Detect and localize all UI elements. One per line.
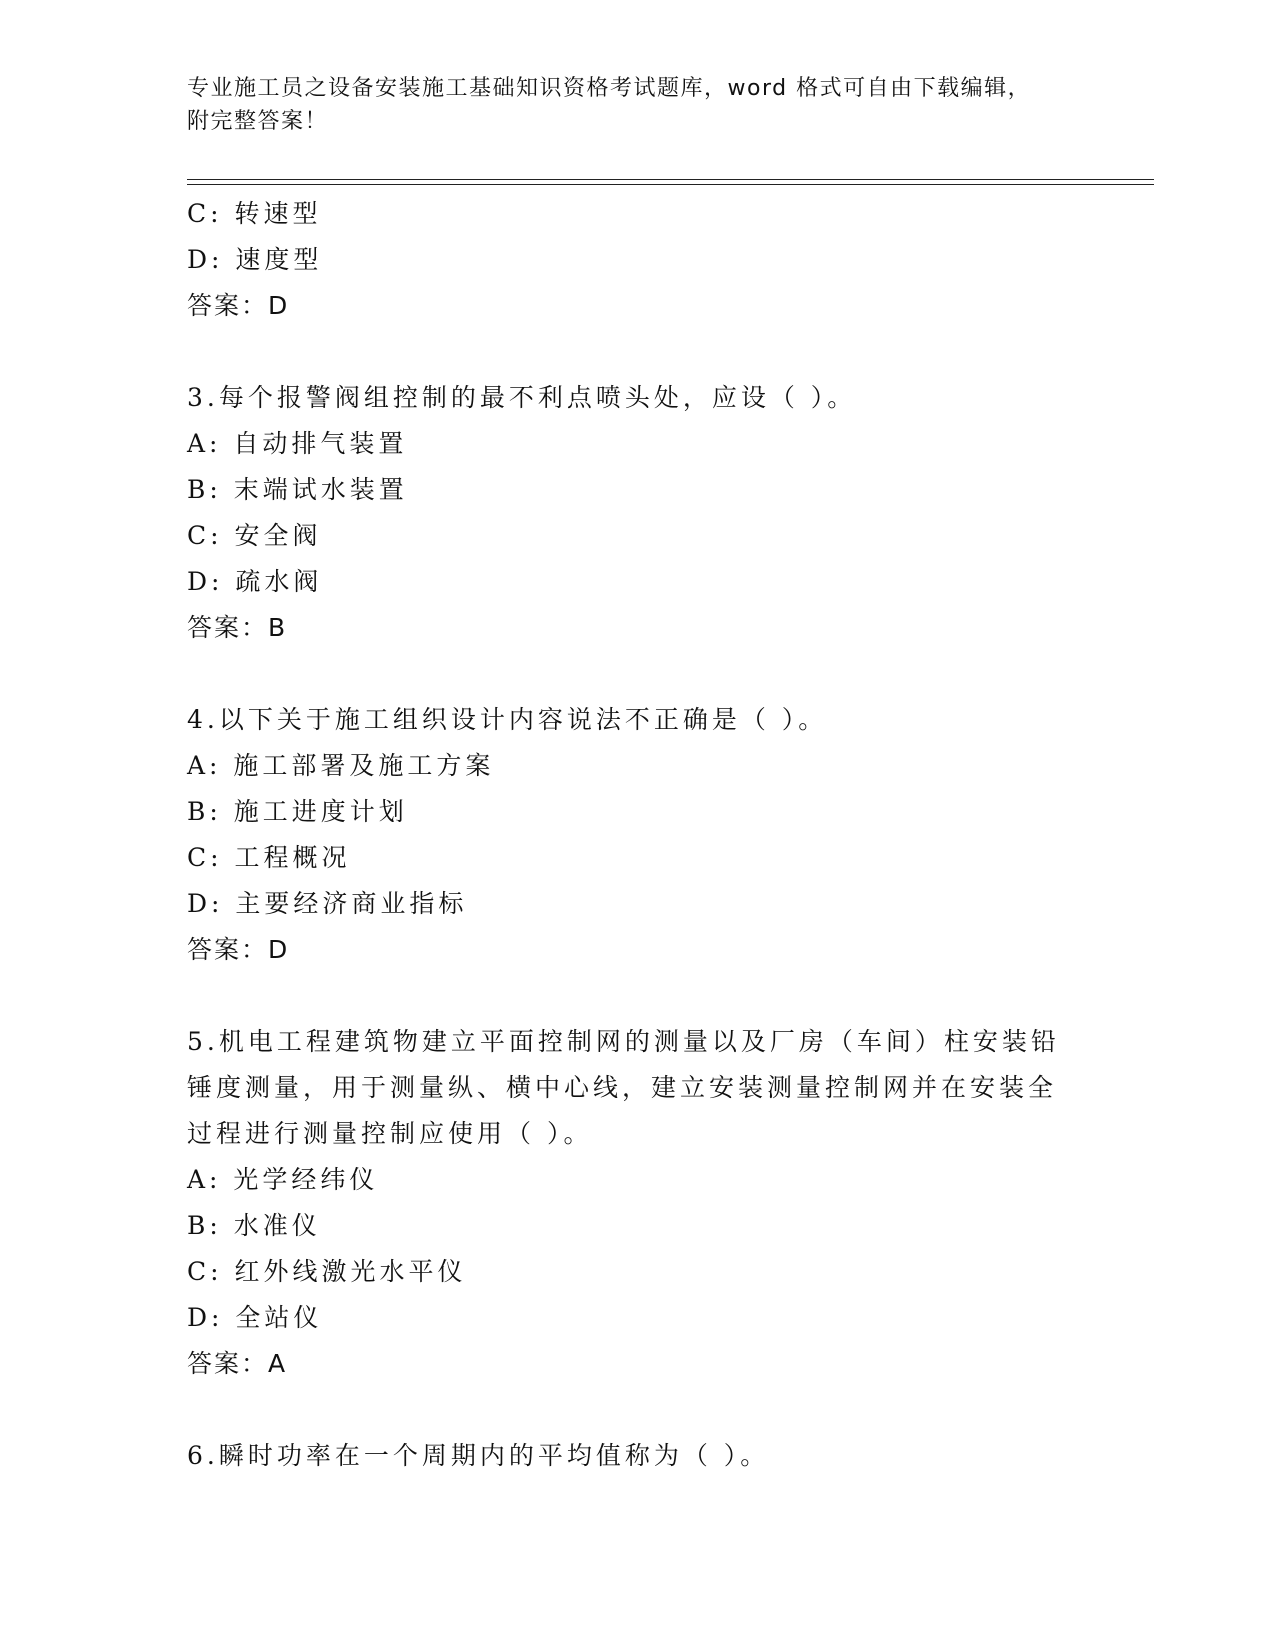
spacer: [187, 973, 1087, 1019]
spacer: [187, 651, 1087, 697]
question-5: [187, 1019, 1087, 1387]
option-b: B: 末端试水装置: [187, 475, 408, 504]
option-b: B: 水准仪: [187, 1211, 321, 1240]
question-stem: 4.以下关于施工组织设计内容说法不正确是（ ）。: [187, 705, 828, 734]
option-b: B: 施工进度计划: [187, 797, 408, 826]
option-d: D: 全站仪: [187, 1303, 323, 1332]
question-4: [187, 697, 1087, 973]
spacer: [187, 1387, 1087, 1433]
option-d: D: 疏水阀: [187, 567, 323, 596]
document-header: [187, 72, 1067, 138]
question-stem: 6.瞬时功率在一个周期内的平均值称为（ ）。: [187, 1441, 770, 1470]
option-c: C: 安全阀: [187, 521, 322, 550]
option-c: C: 红外线激光水平仪: [187, 1257, 467, 1286]
header-line-1: 专业施工员之设备安装施工基础知识资格考试题库，word 格式可自由下载编辑，: [187, 76, 1032, 101]
question-stem-line-3: 过程进行测量控制应使用（ ）。: [187, 1119, 593, 1148]
header-divider-top: [187, 179, 1154, 180]
question-stem-line-2: 锤度测量，用于测量纵、横中心线，建立安装测量控制网并在安装全: [187, 1073, 1058, 1102]
header-divider-bottom: [187, 184, 1154, 185]
option-d: D: 主要经济商业指标: [187, 889, 468, 918]
option-c: C: 转速型: [187, 199, 322, 228]
option-c: C: 工程概况: [187, 843, 351, 872]
answer: 答案：D: [187, 935, 290, 964]
answer: 答案：A: [187, 1349, 288, 1378]
question-stem-line-1: 5.机电工程建筑物建立平面控制网的测量以及厂房（车间）柱安装铅: [187, 1027, 1060, 1056]
question-list: [187, 191, 1087, 1479]
option-a: A: 施工部署及施工方案: [187, 751, 495, 780]
header-line-2: 附完整答案！: [187, 109, 329, 134]
question-stem: 3.每个报警阀组控制的最不利点喷头处，应设（ ）。: [187, 383, 857, 412]
question-2-partial: [187, 191, 1087, 329]
spacer: [187, 329, 1087, 375]
answer: 答案：B: [187, 613, 288, 642]
question-6: [187, 1433, 1087, 1479]
option-a: A: 自动排气装置: [187, 429, 408, 458]
answer: 答案：D: [187, 291, 290, 320]
question-3: [187, 375, 1087, 651]
option-d: D: 速度型: [187, 245, 323, 274]
option-a: A: 光学经纬仪: [187, 1165, 379, 1194]
